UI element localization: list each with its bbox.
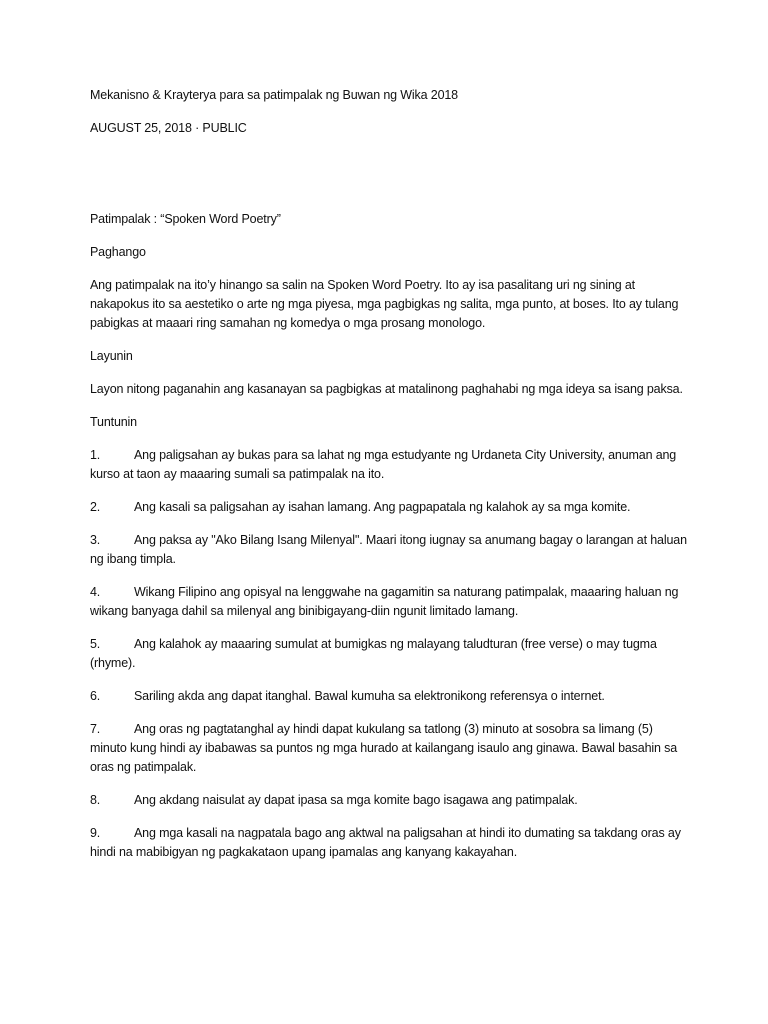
document-date: AUGUST 25, 2018 · PUBLIC xyxy=(90,121,247,135)
rule-number: 8. xyxy=(90,793,101,807)
rule-text: Ang kalahok ay maaaring sumulat at bumigkas ng malayang taludturan (free verse) o may tugma (rhyme). xyxy=(90,637,657,670)
layunin-heading: Layunin xyxy=(90,349,133,363)
rule-text: Ang paksa ay "Ako Bilang Isang Milenyal". Maari itong iugnay sa anumang bagay o larangan at haluan ng ibang timpla. xyxy=(90,533,687,566)
rule-text: Ang akdang naisulat ay dapat ipasa sa mga komite bago isagawa ang patimpalak. xyxy=(134,793,578,807)
rule-text: Ang mga kasali na nagpatala bago ang aktwal na paligsahan at hindi ito dumating sa takdang oras ay hindi na mabibigyan ng pagkakataon upang ipamalas ang kanyang kakayahan. xyxy=(90,826,681,859)
document-page xyxy=(90,86,690,876)
rule-item xyxy=(90,635,690,673)
rule-number: 1. xyxy=(90,448,101,462)
rule-text: Ang kasali sa paligsahan ay isahan lamang. Ang pagpapatala ng kalahok ay sa mga komite. xyxy=(134,500,631,514)
rule-item xyxy=(90,687,690,706)
rule-number: 3. xyxy=(90,533,101,547)
rule-number: 7. xyxy=(90,722,101,736)
rule-item xyxy=(90,791,690,810)
rule-item xyxy=(90,720,690,777)
rule-number: 6. xyxy=(90,689,101,703)
contest-label: Patimpalak : “Spoken Word Poetry” xyxy=(90,212,281,226)
rule-number: 4. xyxy=(90,585,101,599)
rule-item xyxy=(90,498,690,517)
rule-number: 9. xyxy=(90,826,101,840)
rule-text: Wikang Filipino ang opisyal na lenggwahe na gagamitin sa naturang patimpalak, maaaring haluan ng wikang banyaga dahil sa milenyal ang binibigayang-diin ngunit limitado lamang. xyxy=(90,585,679,618)
rule-text: Sariling akda ang dapat itanghal. Bawal kumuha sa elektronikong referensya o internet. xyxy=(134,689,605,703)
document-title: Mekanisno & Krayterya para sa patimpalak ng Buwan ng Wika 2018 xyxy=(90,88,458,102)
rule-text: Ang paligsahan ay bukas para sa lahat ng mga estudyante ng Urdaneta City University, anuman ang kurso at taon ay maaaring sumali sa patimpalak na ito. xyxy=(90,448,677,481)
rule-item xyxy=(90,583,690,621)
rule-number: 5. xyxy=(90,637,101,651)
paghango-heading: Paghango xyxy=(90,245,146,259)
rule-item xyxy=(90,531,690,569)
rule-text: Ang oras ng pagtatanghal ay hindi dapat kukulang sa tatlong (3) minuto at sosobra sa limang (5) minuto kung hindi ay ibabawas sa puntos ng mga hurado at kailangang isaulo ang ginawa. Bawal basahin sa oras ng patimpalak. xyxy=(90,722,678,774)
tuntunin-heading: Tuntunin xyxy=(90,415,137,429)
layunin-text: Layon nitong paganahin ang kasanayan sa pagbigkas at matalinong paghahabi ng mga ideya sa isang paksa. xyxy=(90,382,683,396)
rules-list xyxy=(90,446,690,862)
rule-number: 2. xyxy=(90,500,101,514)
rule-item xyxy=(90,824,690,862)
paghango-text: Ang patimpalak na ito’y hinango sa salin na Spoken Word Poetry. Ito ay isa pasalitang uri ng sining at nakapokus ito sa aestetiko o arte ng mga piyesa, mga pagbigkas ng salita, mga punto, at boses. Ito ay tulang pabigkas at maaari ring samahan ng komedya o mga prosang monologo. xyxy=(90,278,679,330)
rule-item xyxy=(90,446,690,484)
